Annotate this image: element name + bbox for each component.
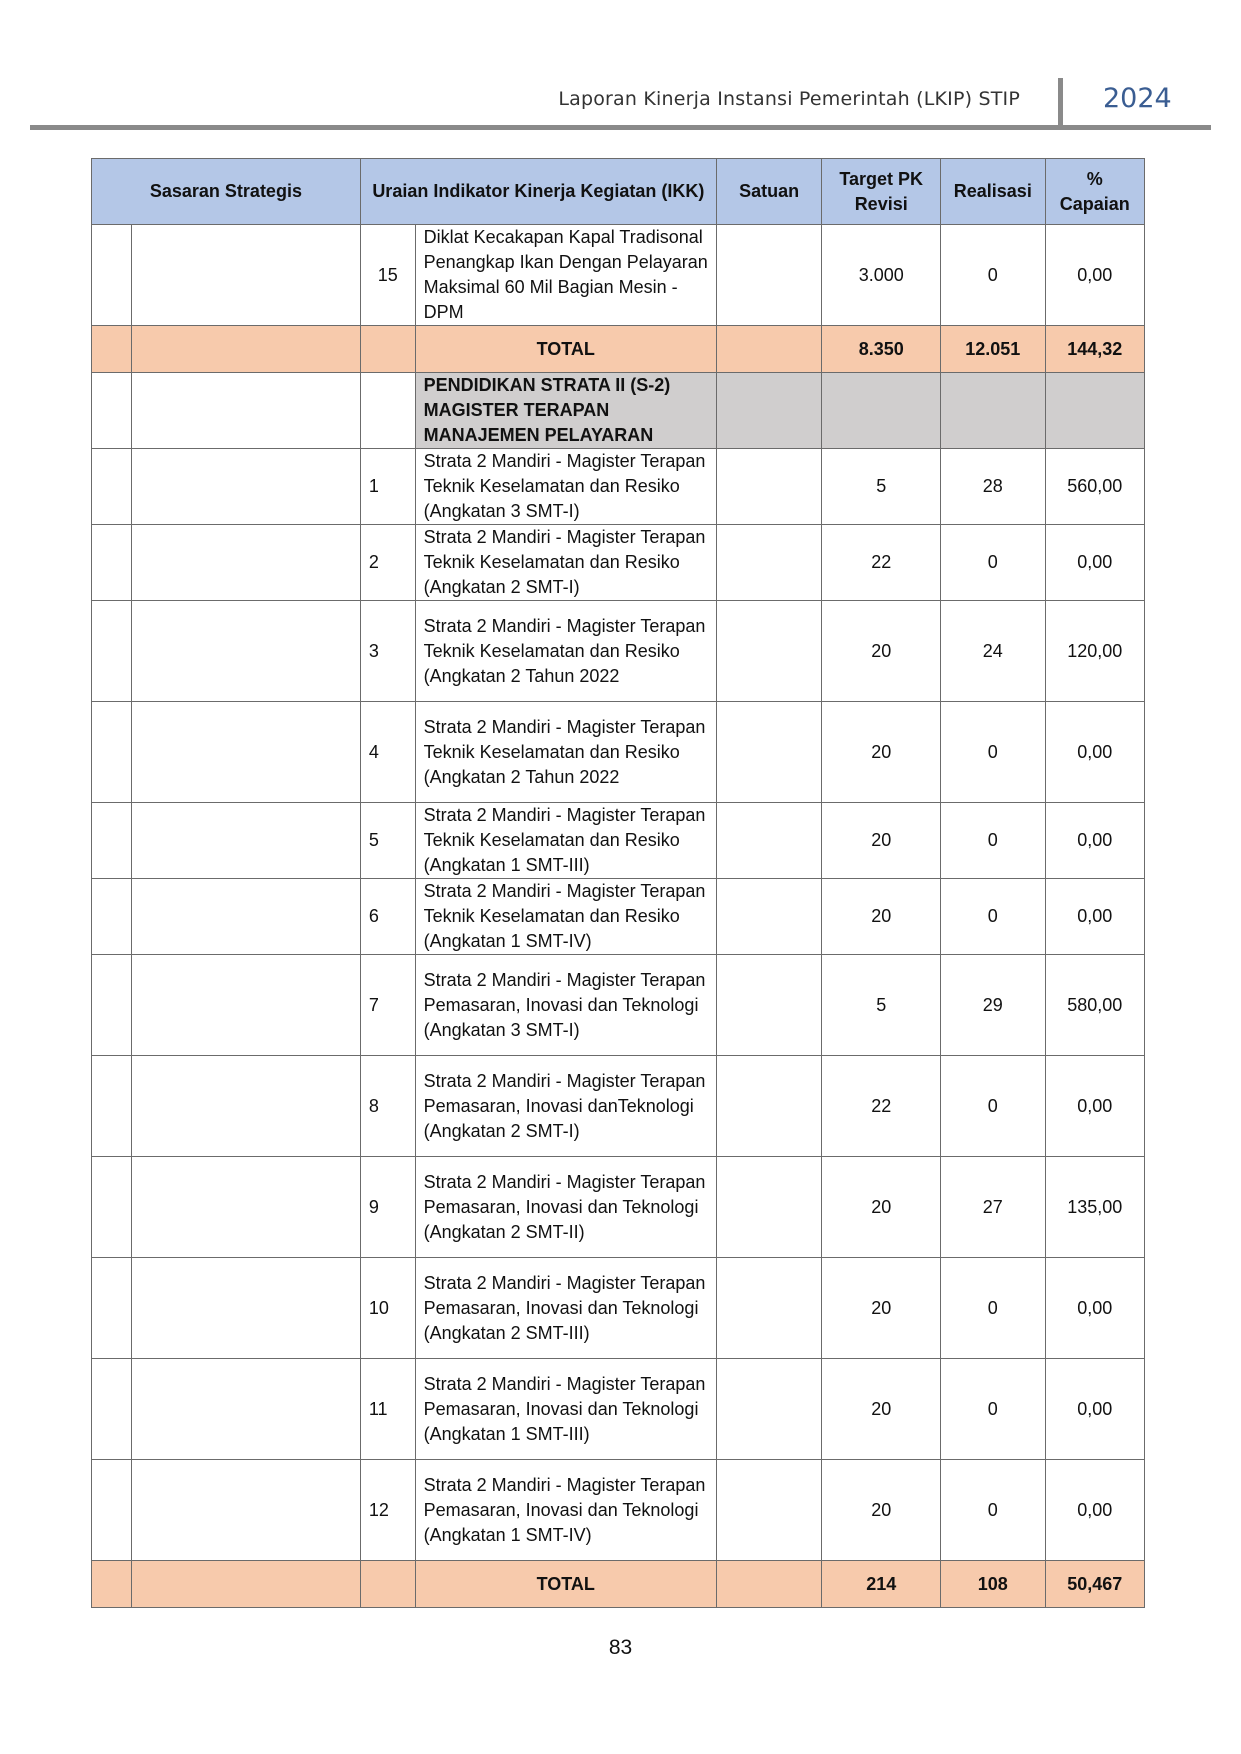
row-satuan bbox=[716, 1460, 822, 1561]
row-number: 8 bbox=[360, 1056, 415, 1157]
row-target: 20 bbox=[822, 1460, 941, 1561]
row-capaian: 0,00 bbox=[1045, 525, 1144, 601]
empty-cell bbox=[92, 1157, 132, 1258]
empty-cell bbox=[92, 1056, 132, 1157]
empty-cell bbox=[92, 1258, 132, 1359]
row-realisasi: 0 bbox=[941, 702, 1045, 803]
empty-cell bbox=[941, 373, 1045, 449]
empty-cell bbox=[92, 449, 132, 525]
empty-cell bbox=[92, 326, 132, 373]
row-satuan bbox=[716, 1157, 822, 1258]
section-title: PENDIDIKAN STRATA II (S-2) MAGISTER TERAPAN MANAJEMEN PELAYARAN bbox=[415, 373, 716, 449]
col-header-uraian: Uraian Indikator Kinerja Kegiatan (IKK) bbox=[360, 159, 716, 225]
empty-cell bbox=[131, 1056, 360, 1157]
row-number: 4 bbox=[360, 702, 415, 803]
row-uraian: Strata 2 Mandiri - Magister Terapan Teknik Keselamatan dan Resiko (Angkatan 2 Tahun 2022 bbox=[415, 702, 716, 803]
table-row bbox=[92, 879, 1145, 955]
table-row bbox=[92, 1157, 1145, 1258]
row-capaian: 0,00 bbox=[1045, 1460, 1144, 1561]
total-row bbox=[92, 326, 1145, 373]
row-realisasi: 27 bbox=[941, 1157, 1045, 1258]
row-target: 20 bbox=[822, 1359, 941, 1460]
row-uraian: Strata 2 Mandiri - Magister Terapan Teknik Keselamatan dan Resiko (Angkatan 1 SMT-IV) bbox=[415, 879, 716, 955]
row-target: 3.000 bbox=[822, 225, 941, 326]
empty-cell bbox=[92, 879, 132, 955]
empty-cell bbox=[92, 803, 132, 879]
row-uraian: Strata 2 Mandiri - Magister Terapan Pemasaran, Inovasi dan Teknologi (Angkatan 2 SMT-III) bbox=[415, 1258, 716, 1359]
col-header-realisasi: Realisasi bbox=[941, 159, 1045, 225]
empty-cell bbox=[360, 373, 415, 449]
row-satuan bbox=[716, 879, 822, 955]
row-uraian: Strata 2 Mandiri - Magister Terapan Pemasaran, Inovasi dan Teknologi (Angkatan 1 SMT-IV) bbox=[415, 1460, 716, 1561]
total-capaian: 144,32 bbox=[1045, 326, 1144, 373]
empty-cell bbox=[131, 702, 360, 803]
empty-cell bbox=[131, 1359, 360, 1460]
row-satuan bbox=[716, 1359, 822, 1460]
row-satuan bbox=[716, 702, 822, 803]
performance-table bbox=[91, 158, 1145, 1608]
total-target: 8.350 bbox=[822, 326, 941, 373]
row-satuan bbox=[716, 525, 822, 601]
table-row bbox=[92, 702, 1145, 803]
row-realisasi: 24 bbox=[941, 601, 1045, 702]
total-label: TOTAL bbox=[415, 1561, 716, 1608]
row-number: 15 bbox=[360, 225, 415, 326]
empty-cell bbox=[92, 1561, 132, 1608]
table-row bbox=[92, 225, 1145, 326]
row-satuan bbox=[716, 1056, 822, 1157]
row-capaian: 0,00 bbox=[1045, 1056, 1144, 1157]
empty-cell bbox=[716, 373, 822, 449]
empty-cell bbox=[92, 1359, 132, 1460]
table-row bbox=[92, 601, 1145, 702]
table-row bbox=[92, 1258, 1145, 1359]
row-target: 20 bbox=[822, 1157, 941, 1258]
header-rule bbox=[30, 125, 1211, 130]
row-realisasi: 0 bbox=[941, 879, 1045, 955]
empty-cell bbox=[131, 1157, 360, 1258]
empty-cell bbox=[131, 601, 360, 702]
total-target: 214 bbox=[822, 1561, 941, 1608]
row-capaian: 135,00 bbox=[1045, 1157, 1144, 1258]
row-satuan bbox=[716, 601, 822, 702]
row-uraian: Strata 2 Mandiri - Magister Terapan Pemasaran, Inovasi dan Teknologi (Angkatan 1 SMT-III) bbox=[415, 1359, 716, 1460]
empty-cell bbox=[131, 225, 360, 326]
row-satuan bbox=[716, 225, 822, 326]
empty-cell bbox=[716, 1561, 822, 1608]
row-number: 1 bbox=[360, 449, 415, 525]
row-satuan bbox=[716, 1258, 822, 1359]
report-year: 2024 bbox=[1103, 83, 1172, 114]
total-realisasi: 12.051 bbox=[941, 326, 1045, 373]
empty-cell bbox=[131, 326, 360, 373]
row-capaian: 0,00 bbox=[1045, 879, 1144, 955]
row-uraian: Strata 2 Mandiri - Magister Terapan Teknik Keselamatan dan Resiko (Angkatan 2 Tahun 2022 bbox=[415, 601, 716, 702]
empty-cell bbox=[131, 1460, 360, 1561]
row-number: 11 bbox=[360, 1359, 415, 1460]
empty-cell bbox=[716, 326, 822, 373]
empty-cell bbox=[131, 1258, 360, 1359]
empty-cell bbox=[360, 1561, 415, 1608]
col-header-satuan: Satuan bbox=[716, 159, 822, 225]
table-header-row bbox=[92, 159, 1145, 225]
row-uraian: Strata 2 Mandiri - Magister Terapan Teknik Keselamatan dan Resiko (Angkatan 2 SMT-I) bbox=[415, 525, 716, 601]
table-row bbox=[92, 449, 1145, 525]
empty-cell bbox=[92, 601, 132, 702]
row-target: 20 bbox=[822, 1258, 941, 1359]
total-label: TOTAL bbox=[415, 326, 716, 373]
empty-cell bbox=[92, 225, 132, 326]
row-target: 20 bbox=[822, 879, 941, 955]
empty-cell bbox=[360, 326, 415, 373]
row-realisasi: 28 bbox=[941, 449, 1045, 525]
empty-cell bbox=[131, 525, 360, 601]
empty-cell bbox=[1045, 373, 1144, 449]
row-realisasi: 0 bbox=[941, 225, 1045, 326]
row-target: 20 bbox=[822, 601, 941, 702]
empty-cell bbox=[92, 1460, 132, 1561]
row-target: 5 bbox=[822, 449, 941, 525]
table-row bbox=[92, 1359, 1145, 1460]
row-realisasi: 29 bbox=[941, 955, 1045, 1056]
table-row bbox=[92, 803, 1145, 879]
page-header bbox=[30, 78, 1210, 128]
row-number: 2 bbox=[360, 525, 415, 601]
row-uraian: Strata 2 Mandiri - Magister Terapan Pemasaran, Inovasi dan Teknologi (Angkatan 2 SMT-II) bbox=[415, 1157, 716, 1258]
empty-cell bbox=[131, 373, 360, 449]
row-satuan bbox=[716, 955, 822, 1056]
empty-cell bbox=[131, 803, 360, 879]
empty-cell bbox=[131, 879, 360, 955]
row-number: 7 bbox=[360, 955, 415, 1056]
row-number: 10 bbox=[360, 1258, 415, 1359]
row-capaian: 0,00 bbox=[1045, 1359, 1144, 1460]
page-number: 83 bbox=[608, 1636, 633, 1659]
row-capaian: 0,00 bbox=[1045, 803, 1144, 879]
table-row bbox=[92, 1056, 1145, 1157]
row-capaian: 120,00 bbox=[1045, 601, 1144, 702]
row-capaian: 0,00 bbox=[1045, 1258, 1144, 1359]
row-number: 6 bbox=[360, 879, 415, 955]
col-header-sasaran: Sasaran Strategis bbox=[92, 159, 361, 225]
row-capaian: 0,00 bbox=[1045, 702, 1144, 803]
row-target: 22 bbox=[822, 525, 941, 601]
empty-cell bbox=[822, 373, 941, 449]
row-uraian: Diklat Kecakapan Kapal Tradisonal Penangkap Ikan Dengan Pelayaran Maksimal 60 Mil Bagian Mesin - DPM bbox=[415, 225, 716, 326]
table-row bbox=[92, 955, 1145, 1056]
table-row bbox=[92, 525, 1145, 601]
header-divider bbox=[1058, 78, 1063, 128]
empty-cell bbox=[131, 449, 360, 525]
row-target: 20 bbox=[822, 803, 941, 879]
total-row bbox=[92, 1561, 1145, 1608]
table-row bbox=[92, 1460, 1145, 1561]
empty-cell bbox=[131, 1561, 360, 1608]
row-realisasi: 0 bbox=[941, 525, 1045, 601]
empty-cell bbox=[92, 702, 132, 803]
col-header-capaian: % Capaian bbox=[1045, 159, 1144, 225]
row-realisasi: 0 bbox=[941, 1056, 1045, 1157]
empty-cell bbox=[92, 955, 132, 1056]
col-header-target: Target PK Revisi bbox=[822, 159, 941, 225]
row-realisasi: 0 bbox=[941, 1460, 1045, 1561]
row-realisasi: 0 bbox=[941, 1359, 1045, 1460]
empty-cell bbox=[92, 373, 132, 449]
total-realisasi: 108 bbox=[941, 1561, 1045, 1608]
row-capaian: 560,00 bbox=[1045, 449, 1144, 525]
row-number: 12 bbox=[360, 1460, 415, 1561]
row-capaian: 580,00 bbox=[1045, 955, 1144, 1056]
row-satuan bbox=[716, 449, 822, 525]
row-number: 9 bbox=[360, 1157, 415, 1258]
row-realisasi: 0 bbox=[941, 1258, 1045, 1359]
empty-cell bbox=[92, 525, 132, 601]
row-target: 5 bbox=[822, 955, 941, 1056]
total-capaian: 50,467 bbox=[1045, 1561, 1144, 1608]
row-target: 20 bbox=[822, 702, 941, 803]
empty-cell bbox=[131, 955, 360, 1056]
report-title: Laporan Kinerja Instansi Pemerintah (LKIP) STIP bbox=[558, 88, 1020, 110]
row-uraian: Strata 2 Mandiri - Magister Terapan Teknik Keselamatan dan Resiko (Angkatan 1 SMT-III) bbox=[415, 803, 716, 879]
row-number: 5 bbox=[360, 803, 415, 879]
row-realisasi: 0 bbox=[941, 803, 1045, 879]
section-row bbox=[92, 373, 1145, 449]
row-uraian: Strata 2 Mandiri - Magister Terapan Pemasaran, Inovasi dan Teknologi (Angkatan 3 SMT-I) bbox=[415, 955, 716, 1056]
row-number: 3 bbox=[360, 601, 415, 702]
row-satuan bbox=[716, 803, 822, 879]
row-uraian: Strata 2 Mandiri - Magister Terapan Pemasaran, Inovasi danTeknologi (Angkatan 2 SMT-I) bbox=[415, 1056, 716, 1157]
row-uraian: Strata 2 Mandiri - Magister Terapan Teknik Keselamatan dan Resiko (Angkatan 3 SMT-I) bbox=[415, 449, 716, 525]
row-capaian: 0,00 bbox=[1045, 225, 1144, 326]
row-target: 22 bbox=[822, 1056, 941, 1157]
